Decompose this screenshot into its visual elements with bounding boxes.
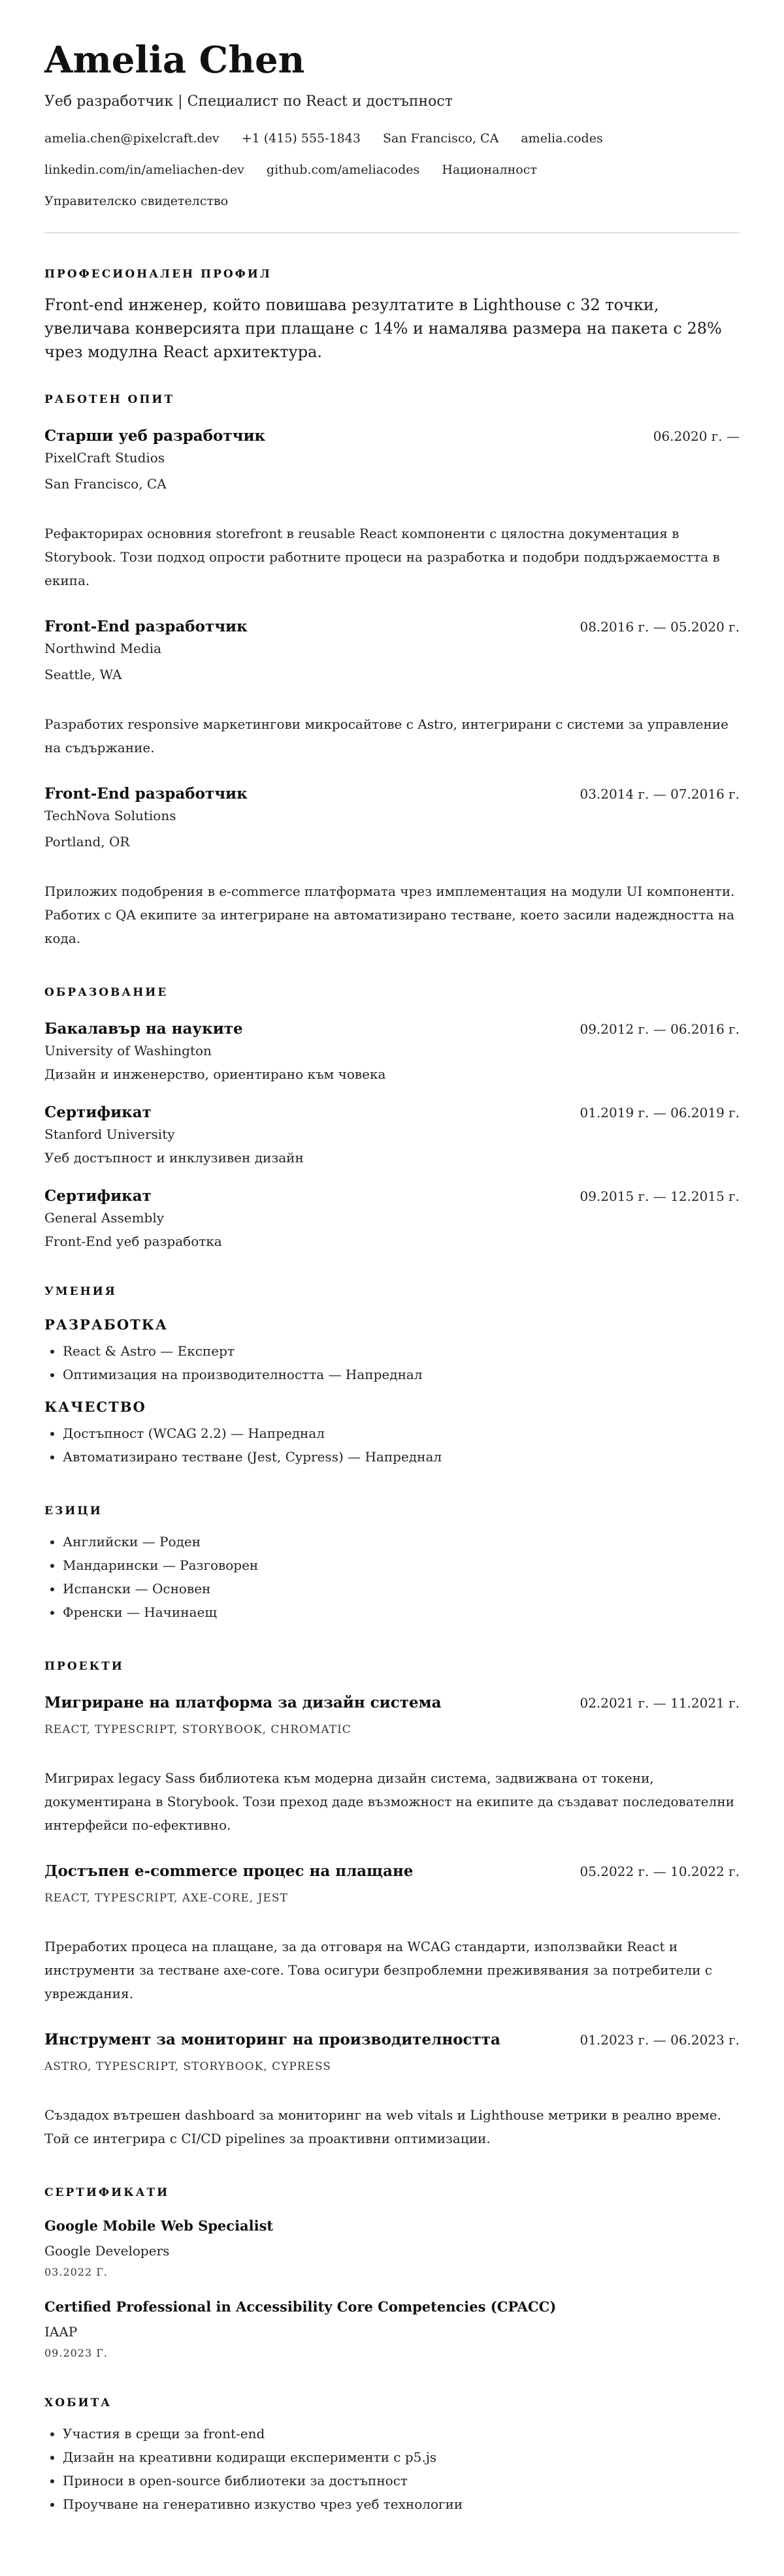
experience-entry	[44, 784, 740, 950]
contact-row	[44, 162, 740, 178]
company-name: Northwind Media	[44, 641, 162, 656]
language-item: • Френски — Начинаещ	[63, 1600, 740, 1624]
skill-item: • Достъпност (WCAG 2.2) — Напреднал	[63, 1422, 740, 1445]
candidate-name: Amelia Chen	[44, 39, 305, 82]
skill-item: • Автоматизирано тестване (Jest, Cypress) — Напреднал	[63, 1445, 740, 1469]
skill-group	[44, 1398, 740, 1469]
education-entry	[44, 1186, 740, 1250]
skill-list	[44, 1339, 740, 1386]
contact-row	[44, 193, 740, 209]
certificates-section	[44, 2186, 740, 2361]
projects-section	[44, 1659, 740, 2150]
field-of-study: Дизайн и инженерство, ориентирано към човека	[44, 1066, 386, 1082]
education-entry	[44, 1019, 740, 1083]
degree-title: Сертификат	[44, 1187, 152, 1205]
school-name: General Assembly	[44, 1210, 165, 1226]
project-dates: 01.2023 г. — 06.2023 г.	[580, 2032, 740, 2048]
certificate-entry	[44, 2298, 740, 2361]
project-description: Създадох вътрешен dashboard за мониторинг на web vitals и Lighthouse метрики в реално време. Той се интегрира с CI/CD pipelines за проактивни оптимизации.	[44, 2107, 721, 2146]
section-title: СЕРТИФИКАТИ	[44, 2186, 170, 2199]
project-tech-stack: REACT, TYPESCRIPT, STORYBOOK, CHROMATIC	[44, 1723, 351, 1736]
contact-row	[44, 131, 740, 146]
project-dates: 05.2022 г. — 10.2022 г.	[580, 1864, 740, 1879]
field-of-study: Front-End уеб разработка	[44, 1233, 222, 1249]
project-tech-stack: REACT, TYPESCRIPT, AXE-CORE, JEST	[44, 1892, 288, 1905]
languages-section	[44, 1504, 740, 1624]
linkedin-link[interactable]: linkedin.com/in/ameliachen-dev	[44, 163, 244, 177]
job-description: Приложих подобрения в e-commerce платформата чрез имплементация на модули UI компоненти. Работих с QA екипите за интегриране на автоматизирано тестване, което засили надеждността на кода.	[44, 883, 735, 946]
job-description: Рефакторирах основния storefront в reusable React компоненти с цялостна документация в Storybook. Този подход опрости работните процеси на разработка и подобри поддържаемостта в екипа.	[44, 526, 720, 588]
github-link[interactable]: github.com/ameliacodes	[266, 163, 420, 177]
certificate-name: Certified Professional in Accessibility Core Competencies (CPACC)	[44, 2298, 557, 2315]
job-location: Portland, OR	[44, 834, 130, 850]
license-text: Управителско свидетелство	[44, 194, 229, 208]
company-name: PixelCraft Studios	[44, 450, 165, 466]
project-entry	[44, 1862, 740, 2005]
project-description: Мигрирах legacy Sass библиотека към модерна дизайн система, задвижвана от токени, документирана в Storybook. Този преход даде възможност на екипите да създават последователни интерфейси по-ефективно.	[44, 1770, 735, 1833]
experience-section	[44, 392, 740, 950]
headline: Уеб разработчик | Специалист по React и достъпност	[44, 93, 453, 110]
education-entry	[44, 1103, 740, 1167]
project-entry	[44, 1693, 740, 1837]
email-link[interactable]: amelia.chen@pixelcraft.dev	[44, 131, 220, 146]
location-text: San Francisco, CA	[382, 131, 499, 146]
hobby-item: • Приноси в open-source библиотеки за достъпност	[63, 2469, 740, 2492]
certificate-entry	[44, 2217, 740, 2280]
skill-item: • Оптимизация на производителността — Напреднал	[63, 1363, 740, 1386]
section-title: ЕЗИЦИ	[44, 1504, 103, 1518]
website-link[interactable]: amelia.codes	[521, 131, 603, 146]
section-title: ХОБИТА	[44, 2396, 112, 2409]
project-title: Инструмент за мониторинг на производителността	[44, 2031, 500, 2048]
skill-group-title: КАЧЕСТВО	[44, 1399, 146, 1415]
degree-title: Сертификат	[44, 1104, 152, 1121]
section-title: УМЕНИЯ	[44, 1285, 117, 1298]
project-description: Преработих процеса на плащане, за да отговаря на WCAG стандарти, използвайки React и инструменти за тестване axe-core. Това осигури безпроблемни преживявания за потребители с увреждания.	[44, 1939, 713, 2001]
section-title: ПРОЕКТИ	[44, 1660, 124, 1673]
education-section	[44, 985, 740, 1250]
hobbies-section	[44, 2396, 740, 2516]
header-divider	[44, 232, 740, 233]
skill-group	[44, 1316, 740, 1386]
field-of-study: Уеб достъпност и инклузивен дизайн	[44, 1150, 304, 1166]
hobby-list	[44, 2422, 740, 2516]
project-title: Достъпен e-commerce процес на плащане	[44, 1862, 414, 1880]
hobby-item: • Дизайн на креативни кодиращи експерименти с p5.js	[63, 2445, 740, 2469]
language-list	[44, 1530, 740, 1624]
job-title: Старши уеб разработчик	[44, 427, 266, 445]
education-dates: 09.2015 г. — 12.2015 г.	[580, 1188, 740, 1204]
section-title: ПРОФЕСИОНАЛЕН ПРОФИЛ	[44, 268, 272, 281]
certificate-issuer: IAAP	[44, 2324, 78, 2340]
certificate-issuer: Google Developers	[44, 2243, 170, 2259]
school-name: University of Washington	[44, 1043, 212, 1058]
language-item: • Испански — Основен	[63, 1577, 740, 1600]
project-dates: 02.2021 г. — 11.2021 г.	[580, 1695, 740, 1711]
nationality-text: Националност	[442, 163, 537, 177]
certificate-date: 03.2022 Г.	[44, 2266, 108, 2278]
company-name: TechNova Solutions	[44, 808, 176, 823]
project-title: Мигриране на платформа за дизайн система	[44, 1694, 442, 1711]
section-title: ОБРАЗОВАНИЕ	[44, 986, 169, 999]
job-dates: 08.2016 г. — 05.2020 г.	[580, 619, 740, 635]
job-location: San Francisco, CA	[44, 476, 167, 492]
profile-section	[44, 267, 740, 364]
job-description: Разработих responsive маркетингови микросайтове с Astro, интегрирани с системи за управление на съдържание.	[44, 716, 729, 755]
profile-summary: Front-end инженер, който повишава резултатите в Lighthouse с 32 точки, увеличава конверсията при плащане с 14% и намалява размера на пакета с 28% чрез модулна React архитектура.	[44, 296, 722, 361]
skill-list	[44, 1422, 740, 1469]
project-tech-stack: ASTRO, TYPESCRIPT, STORYBOOK, CYPRESS	[44, 2060, 331, 2073]
job-dates: 06.2020 г. —	[653, 428, 740, 444]
skill-item: • React & Astro — Експерт	[63, 1339, 740, 1363]
certificate-name: Google Mobile Web Specialist	[44, 2218, 274, 2234]
school-name: Stanford University	[44, 1126, 175, 1142]
job-location: Seattle, WA	[44, 667, 122, 682]
job-title: Front-End разработчик	[44, 618, 248, 635]
skills-section	[44, 1284, 740, 1469]
language-item: • Мандарински — Разговорен	[63, 1553, 740, 1577]
degree-title: Бакалавър на науките	[44, 1020, 243, 1038]
hobby-item: • Проучване на генеративно изкуство чрез уеб технологии	[63, 2492, 740, 2516]
phone-link[interactable]: +1 (415) 555-1843	[241, 131, 361, 146]
job-dates: 03.2014 г. — 07.2016 г.	[580, 786, 740, 802]
certificate-date: 09.2023 Г.	[44, 2347, 108, 2359]
experience-entry	[44, 617, 740, 759]
education-dates: 09.2012 г. — 06.2016 г.	[580, 1021, 740, 1037]
experience-entry	[44, 426, 740, 592]
section-title: РАБОТЕН ОПИТ	[44, 393, 175, 406]
hobby-item: • Участия в срещи за front-end	[63, 2422, 740, 2445]
language-item: • Английски — Роден	[63, 1530, 740, 1553]
project-entry	[44, 2030, 740, 2150]
skill-group-title: РАЗРАБОТКА	[44, 1316, 169, 1333]
education-dates: 01.2019 г. — 06.2019 г.	[580, 1105, 740, 1121]
job-title: Front-End разработчик	[44, 785, 248, 803]
